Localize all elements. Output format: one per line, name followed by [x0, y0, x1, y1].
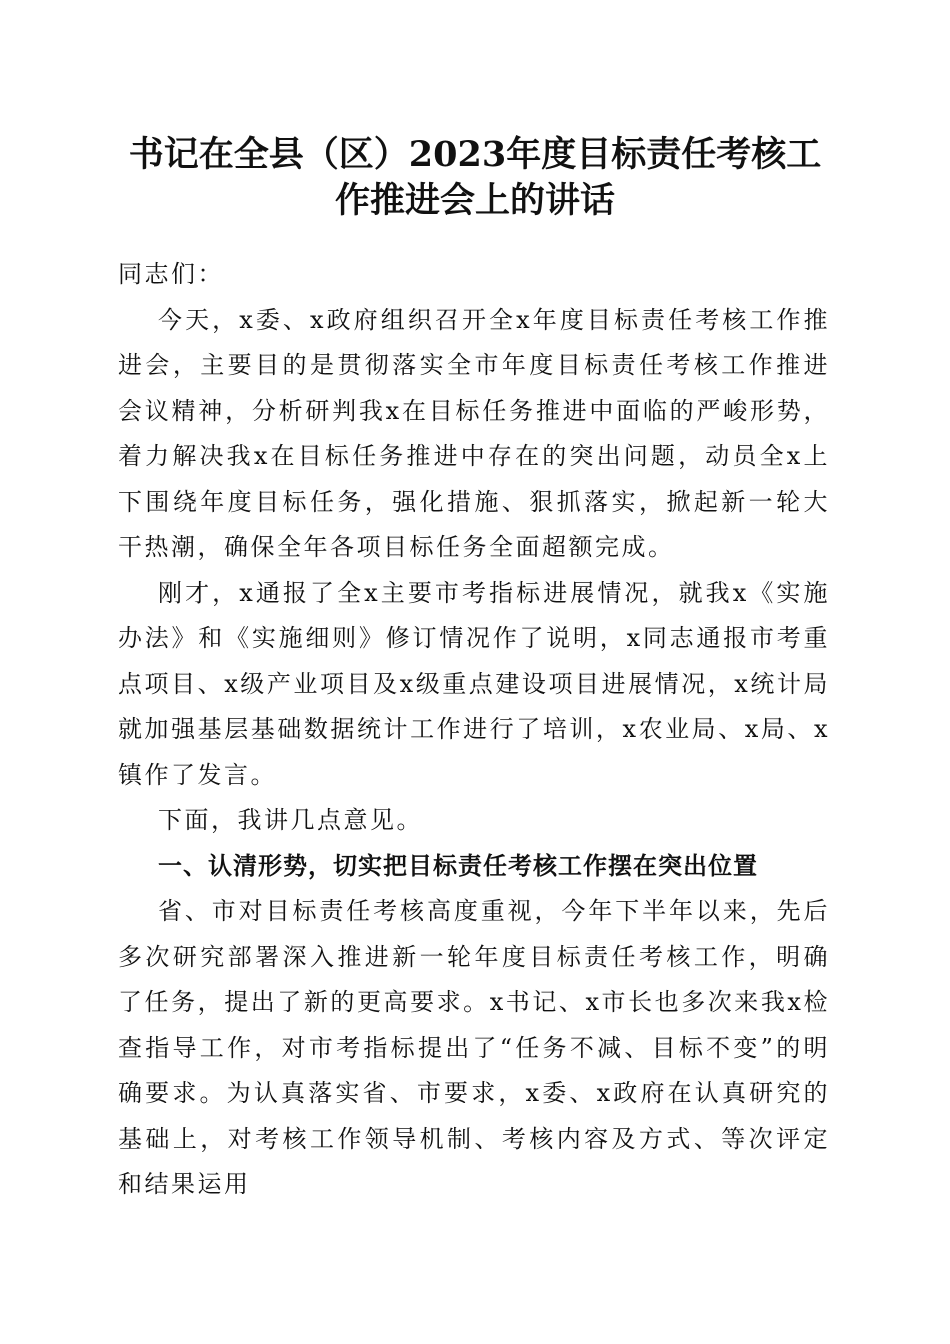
- document-body: [118, 252, 830, 1208]
- document-title: [100, 132, 850, 224]
- paragraph-transition: 下面，我讲几点意见。: [158, 806, 423, 834]
- paragraph-reports: 刚才，x通报了全x主要市考指标进展情况，就我x《实施办法》和《实施细则》修订情况作了说明，x同志通报市考重点项目、x级产业项目及x级重点建设项目进展情况，x统计局就加强基层基础数据统计工作进行了培训，x农业局、x局、x镇作了发言。: [118, 578, 830, 789]
- salutation: 同志们：: [118, 260, 224, 288]
- title-line-2: 作推进会上的讲话: [334, 180, 615, 221]
- section-heading: 一、认清形势，切实把目标责任考核工作摆在突出位置: [158, 851, 758, 880]
- paragraph-intro: 今天，x委、x政府组织召开全x年度目标责任考核工作推进会，主要目的是贯彻落实全市年度目标责任考核工作推进会议精神，分析研判我x在目标任务推进中面临的严峻形势，着力解决我x在目标任务推进中存在的突出问题，动员全x上下围绕年度目标任务，强化措施、狠抓落实，掀起新一轮大干热潮，确保全年各项目标任务全面超额完成。: [118, 305, 830, 561]
- title-line-1: 书记在全县（区）2023年度目标责任考核工: [128, 134, 822, 175]
- section-paragraph: 省、市对目标责任考核高度重视，今年下半年以来，先后多次研究部署深入推进新一轮年度目标责任考核工作，明确了任务，提出了新的更高要求。x书记、x市长也多次来我x检查指导工作，对市考指标提出了“任务不减、目标不变”的明确要求。为认真落实省、市要求，x委、x政府在认真研究的基础上，对考核工作领导机制、考核内容及方式、等次评定和结果运用: [118, 897, 830, 1198]
